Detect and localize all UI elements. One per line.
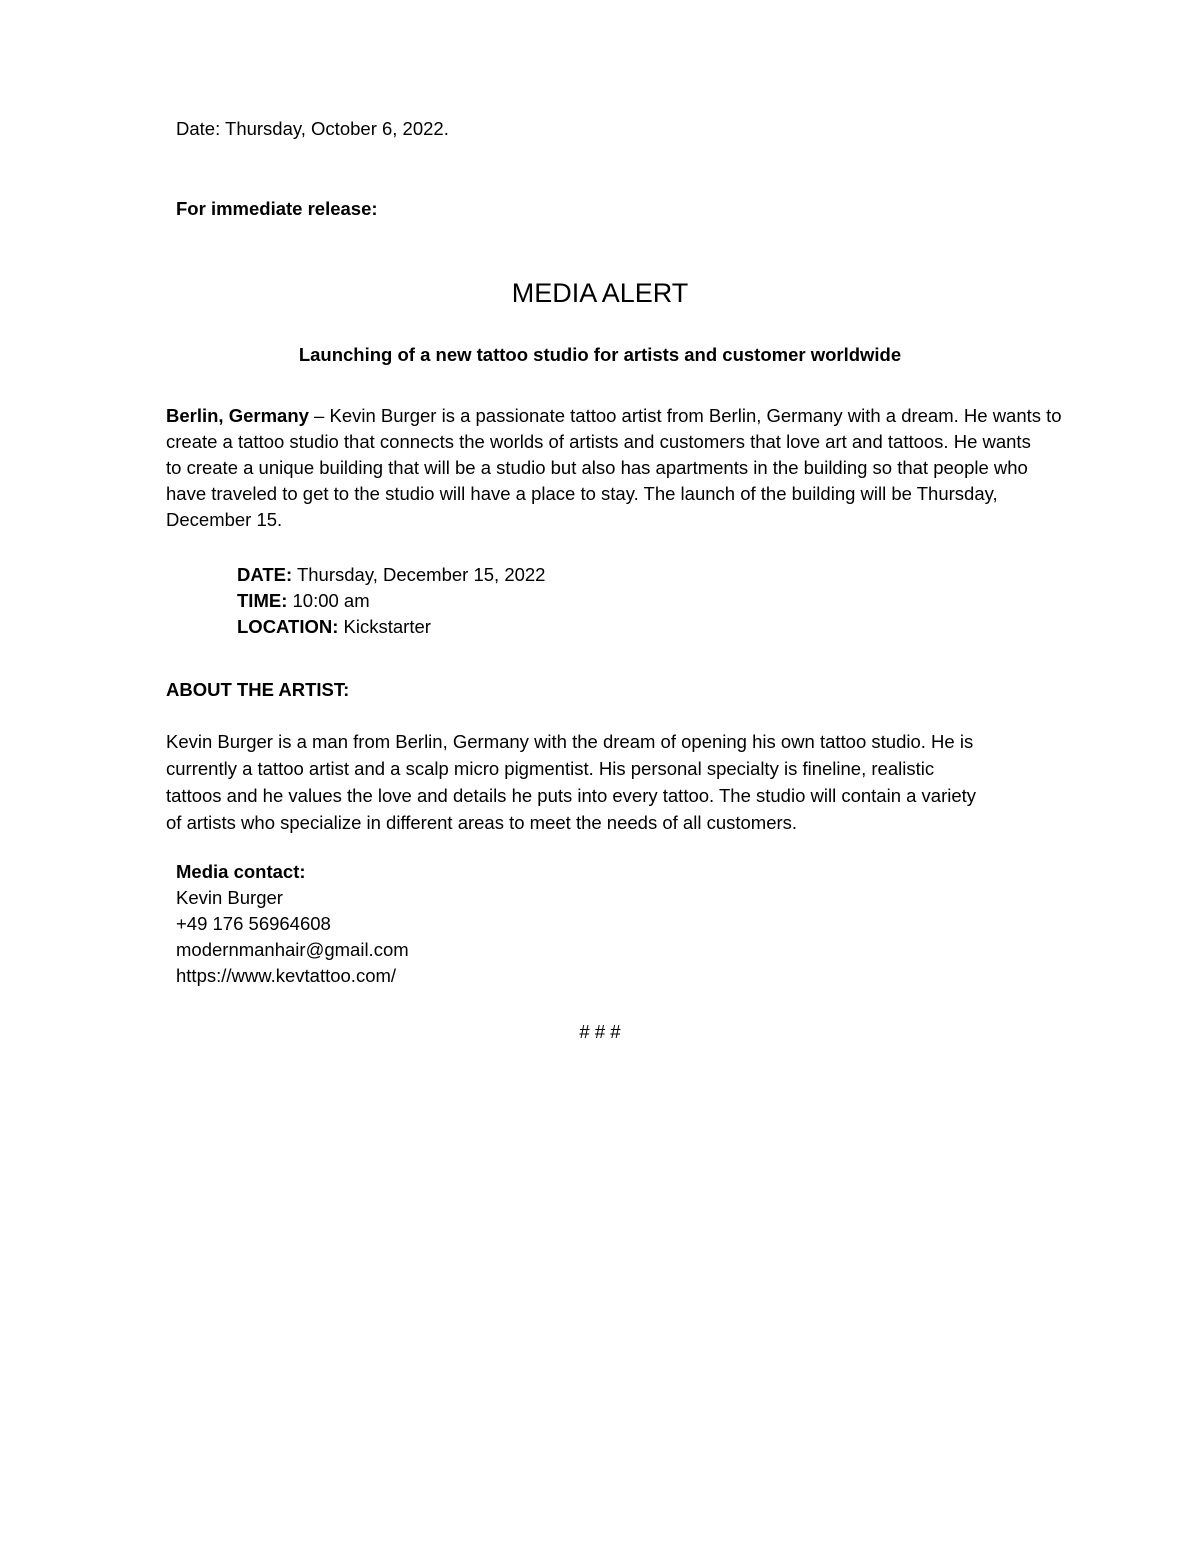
body-line: have traveled to get to the studio will have a place to stay. The launch of the building will be Thursday, xyxy=(166,483,998,504)
body-paragraph xyxy=(166,403,1106,533)
body-line-text: Kevin Burger is a passionate tattoo artist from Berlin, Germany with a dream. He wants to xyxy=(329,405,1062,426)
body-dash: – xyxy=(308,405,330,426)
body-line xyxy=(166,403,1106,429)
release-line: For immediate release: xyxy=(176,198,378,219)
event-time-value: 10:00 am xyxy=(287,590,370,611)
about-line: currently a tattoo artist and a scalp micro pigmentist. His personal specialty is fineline, realistic xyxy=(166,758,935,779)
event-location-value: Kickstarter xyxy=(338,616,431,637)
body-line: December 15. xyxy=(166,509,283,530)
document-subtitle: Launching of a new tattoo studio for artists and customer worldwide xyxy=(298,344,902,365)
body-dateline: Berlin, Germany xyxy=(166,405,309,426)
contact-phone: +49 176 56964608 xyxy=(176,913,331,934)
about-line: tattoos and he values the love and details he puts into every tattoo. The studio will contain a variety xyxy=(166,785,977,806)
about-heading: ABOUT THE ARTIST: xyxy=(166,679,350,700)
end-marks: # # # xyxy=(579,1021,621,1042)
body-line: create a tattoo studio that connects the worlds of artists and customers that love art and tattoos. He wants xyxy=(166,431,1031,452)
about-line: Kevin Burger is a man from Berlin, Germany with the dream of opening his own tattoo studio. He is xyxy=(166,731,974,752)
contact-website: https://www.kevtattoo.com/ xyxy=(176,965,397,986)
contact-name: Kevin Burger xyxy=(176,887,283,908)
event-details xyxy=(237,562,545,640)
media-contact xyxy=(176,859,409,989)
event-date-label: DATE: xyxy=(237,564,293,585)
date-line: Date: Thursday, October 6, 2022. xyxy=(176,118,449,139)
about-paragraph xyxy=(166,728,1106,836)
contact-email: modernmanhair@gmail.com xyxy=(176,939,409,960)
event-time-row xyxy=(237,588,545,614)
event-location-row xyxy=(237,614,545,640)
body-line: to create a unique building that will be a studio but also has apartments in the building so that people who xyxy=(166,457,1028,478)
document-title: MEDIA ALERT xyxy=(511,278,689,308)
about-line: of artists who specialize in different areas to meet the needs of all customers. xyxy=(166,812,798,833)
event-date-row xyxy=(237,562,545,588)
event-date-value: Thursday, December 15, 2022 xyxy=(292,564,546,585)
event-time-label: TIME: xyxy=(237,590,288,611)
event-location-label: LOCATION: xyxy=(237,616,339,637)
contact-heading: Media contact: xyxy=(176,861,306,882)
